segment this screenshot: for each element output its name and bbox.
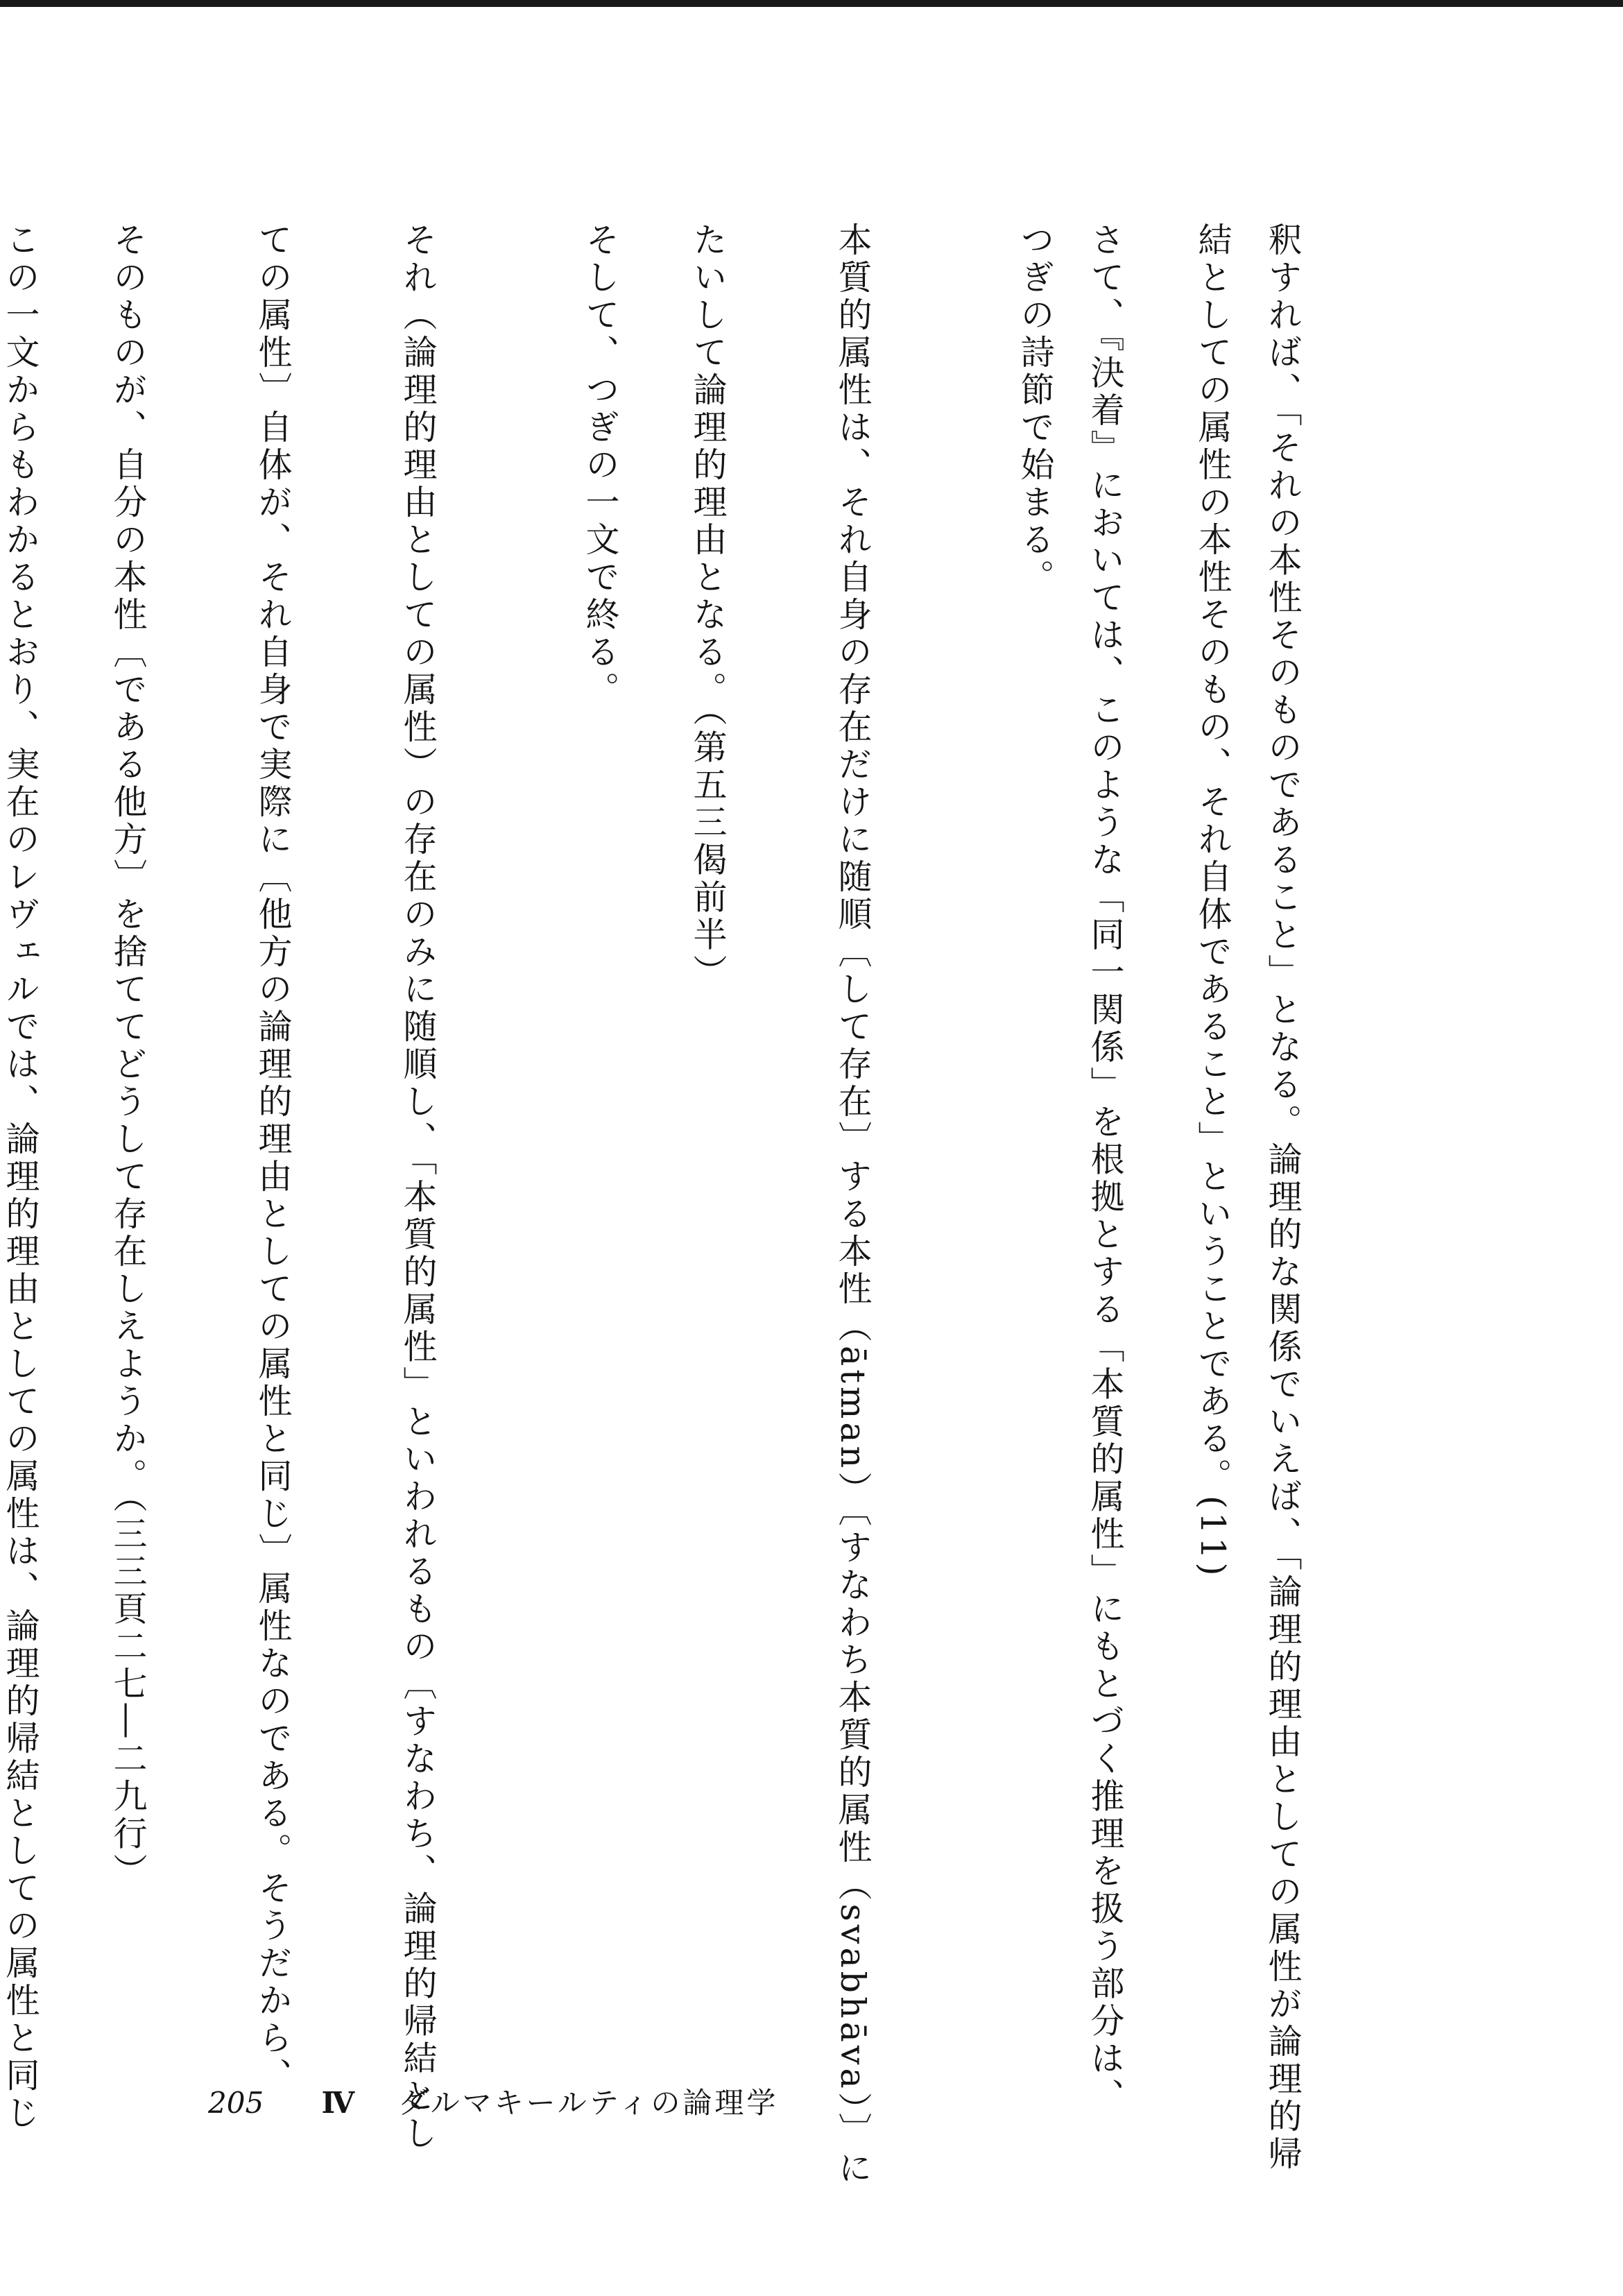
text-line: さて、『決着』においては、このような「同一関係」を根拠とする「本質的属性」にもとづく推理を扱う部分は、 xyxy=(1085,222,1125,2116)
running-title: ダルマキールティの論理学 xyxy=(398,2086,779,2120)
quoted-passage-line: それ（論理的理由としての属性）の存在のみに随順し、「本質的属性」といわれるもの〔すなわち、論理的帰結とし xyxy=(398,222,438,2153)
text-line: 釈すれば、「それの本性そのものであること」となる。論理的な関係でいえば、「論理的理由としての属性が論理的帰 xyxy=(1263,222,1303,2173)
text-line: つぎの詩節で始まる。 xyxy=(1015,222,1055,597)
top-border-line xyxy=(0,0,1623,7)
quoted-verse-line: たいして論理的理由となる。（第五三偈前半） xyxy=(688,222,728,992)
page-footer xyxy=(208,2075,1179,2131)
quoted-passage-line: そのものが、自分の本性〔である他方〕を捨ててどうして存在しえようか。（三三頁二七―二九行） xyxy=(108,222,148,1891)
text-line: 結としての属性の本性そのもの、それ自体であること」ということである。(11) xyxy=(1193,222,1233,1579)
chapter-numeral: Ⅳ xyxy=(321,2086,355,2120)
quoted-passage-line: ての属性〕自体が、それ自身で実際に〔他方の論理的理由としての属性と同じ〕属性なのである。そうだから、 xyxy=(253,222,293,2095)
quoted-verse-line: 本質的属性は、それ自身の存在だけに随順〔して存在〕する本性（ātman）〔すなわち本質的属性（svabhāva）〕に xyxy=(833,222,873,2188)
text-line: そして、つぎの一文で終る。 xyxy=(581,222,620,709)
text-line: この一文からもわかるとおり、実在のレヴェルでは、論理的理由としての属性は、論理的帰結としての属性と同じ xyxy=(1,222,40,2132)
page-number: 205 xyxy=(208,2086,264,2120)
